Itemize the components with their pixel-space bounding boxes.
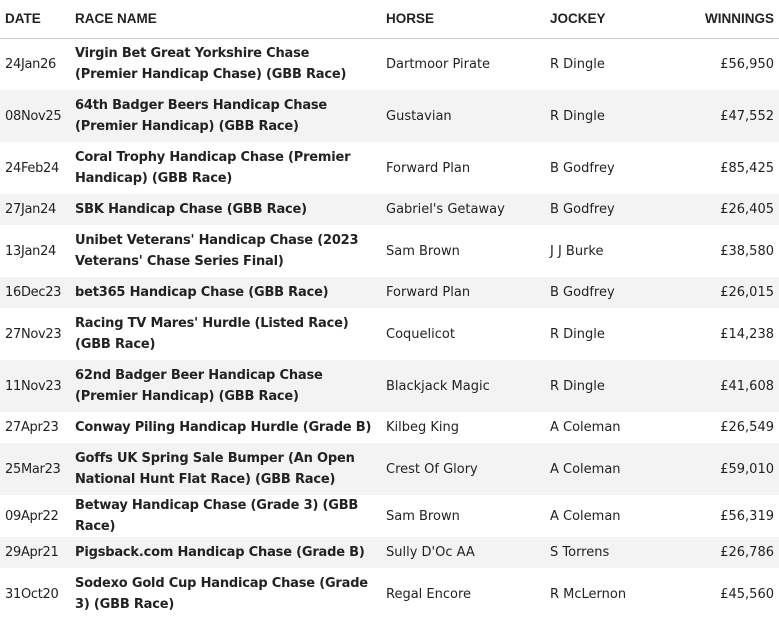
jockey-cell[interactable]: R Dingle xyxy=(550,378,605,394)
winnings-cell: £26,549 xyxy=(720,420,774,435)
jockey-cell[interactable]: B Godfrey xyxy=(550,202,615,217)
table-row xyxy=(0,537,779,568)
date-cell: 16Dec23 xyxy=(5,285,62,300)
header-row xyxy=(0,0,779,38)
race-name-cell[interactable]: Racing TV Mares' Hurdle (Listed Race) (GBB Race) xyxy=(75,316,349,352)
date-cell: 27Apr23 xyxy=(5,420,59,435)
table-row xyxy=(0,194,779,225)
winnings-cell: £47,552 xyxy=(720,108,774,124)
winnings-cell: £56,319 xyxy=(720,508,774,524)
winnings-cell: £14,238 xyxy=(720,326,774,342)
jockey-cell[interactable]: A Coleman xyxy=(550,420,621,435)
jockey-cell[interactable]: R Dingle xyxy=(550,326,605,342)
horse-cell[interactable]: Gustavian xyxy=(386,108,452,124)
horse-cell[interactable]: Dartmoor Pirate xyxy=(386,56,491,72)
jockey-cell[interactable]: A Coleman xyxy=(550,508,621,524)
race-name-cell[interactable]: Virgin Bet Great Yorkshire Chase (Premier Handicap Chase) (GBB Race) xyxy=(75,46,347,83)
winnings-cell: £41,608 xyxy=(720,378,774,394)
table-row xyxy=(0,308,779,360)
race-name-cell[interactable]: SBK Handicap Chase (GBB Race) xyxy=(75,202,307,217)
table-row xyxy=(0,90,779,142)
jockey-cell[interactable]: A Coleman xyxy=(550,461,621,477)
date-cell: 31Oct20 xyxy=(5,586,59,602)
table-row xyxy=(0,277,779,308)
horse-cell[interactable]: Sam Brown xyxy=(386,243,460,259)
winnings-cell: £59,010 xyxy=(720,461,774,477)
table-row xyxy=(0,412,779,443)
race-name-cell[interactable]: 62nd Badger Beer Handicap Chase (Premier Handicap) (GBB Race) xyxy=(75,368,323,404)
column-header-date[interactable]: DATE xyxy=(5,11,41,27)
race-name-cell[interactable]: bet365 Handicap Chase (GBB Race) xyxy=(75,285,329,300)
horse-cell[interactable]: Forward Plan xyxy=(386,285,471,300)
jockey-cell[interactable]: R McLernon xyxy=(550,586,627,602)
date-cell: 08Nov25 xyxy=(5,108,62,124)
horse-cell[interactable]: Kilbeg King xyxy=(386,420,460,435)
date-cell: 09Apr22 xyxy=(5,508,59,524)
table-row xyxy=(0,360,779,412)
date-cell: 27Nov23 xyxy=(5,326,62,342)
date-cell: 24Jan26 xyxy=(5,56,57,72)
race-name-cell[interactable]: Coral Trophy Handicap Chase (Premier Handicap) (GBB Race) xyxy=(75,150,351,186)
race-name-cell[interactable]: Sodexo Gold Cup Handicap Chase (Grade 3) (GBB Race) xyxy=(75,576,368,612)
column-header-race-name[interactable]: RACE NAME xyxy=(75,11,157,27)
jockey-cell[interactable]: B Godfrey xyxy=(550,285,615,300)
column-header-horse[interactable]: HORSE xyxy=(386,11,435,27)
horse-cell[interactable]: Coquelicot xyxy=(386,326,455,342)
table-row xyxy=(0,38,779,90)
horse-cell[interactable]: Crest Of Glory xyxy=(386,461,478,477)
horse-cell[interactable]: Sam Brown xyxy=(386,508,460,524)
jockey-cell[interactable]: R Dingle xyxy=(550,108,605,124)
jockey-cell[interactable]: J J Burke xyxy=(550,243,604,259)
winnings-cell: £26,786 xyxy=(720,545,774,560)
column-header-winnings[interactable]: WINNINGS xyxy=(705,11,774,27)
horse-cell[interactable]: Gabriel's Getaway xyxy=(386,202,505,217)
horse-cell[interactable]: Blackjack Magic xyxy=(386,378,490,394)
jockey-cell[interactable]: S Torrens xyxy=(550,545,610,560)
date-cell: 11Nov23 xyxy=(5,378,62,394)
date-cell: 13Jan24 xyxy=(5,243,57,259)
table-body xyxy=(0,38,779,620)
column-header-jockey[interactable]: JOCKEY xyxy=(550,11,606,27)
race-name-cell[interactable]: Goffs UK Spring Sale Bumper (An Open National Hunt Flat Race) (GBB Race) xyxy=(75,451,355,487)
date-cell: 24Feb24 xyxy=(5,160,60,176)
date-cell: 25Mar23 xyxy=(5,461,61,477)
race-name-cell[interactable]: 64th Badger Beers Handicap Chase (Premier Handicap) (GBB Race) xyxy=(75,98,328,134)
table-header xyxy=(0,0,779,38)
table-row xyxy=(0,443,779,495)
winnings-cell: £38,580 xyxy=(720,243,774,259)
date-cell: 27Jan24 xyxy=(5,202,57,217)
race-name-cell[interactable]: Conway Piling Handicap Hurdle (Grade B) xyxy=(75,420,372,435)
table-row xyxy=(0,495,779,537)
race-name-cell[interactable]: Unibet Veterans' Handicap Chase (2023 Veterans' Chase Series Final) xyxy=(75,233,359,269)
race-name-cell[interactable]: Betway Handicap Chase (Grade 3) (GBB Race) xyxy=(75,498,359,534)
winnings-cell: £85,425 xyxy=(720,160,774,176)
winnings-cell: £56,950 xyxy=(720,56,774,72)
date-cell: 29Apr21 xyxy=(5,545,59,560)
winnings-cell: £26,015 xyxy=(720,285,774,300)
race-name-cell[interactable]: Pigsback.com Handicap Chase (Grade B) xyxy=(75,545,365,560)
winnings-cell: £45,560 xyxy=(720,586,774,602)
horse-cell[interactable]: Sully D'Oc AA xyxy=(386,545,475,560)
table-row xyxy=(0,225,779,277)
horse-cell[interactable]: Regal Encore xyxy=(386,586,472,602)
table-row xyxy=(0,142,779,194)
horse-cell[interactable]: Forward Plan xyxy=(386,160,471,176)
table-row xyxy=(0,568,779,620)
winnings-cell: £26,405 xyxy=(720,202,774,217)
jockey-cell[interactable]: R Dingle xyxy=(550,56,605,72)
jockey-cell[interactable]: B Godfrey xyxy=(550,160,615,176)
